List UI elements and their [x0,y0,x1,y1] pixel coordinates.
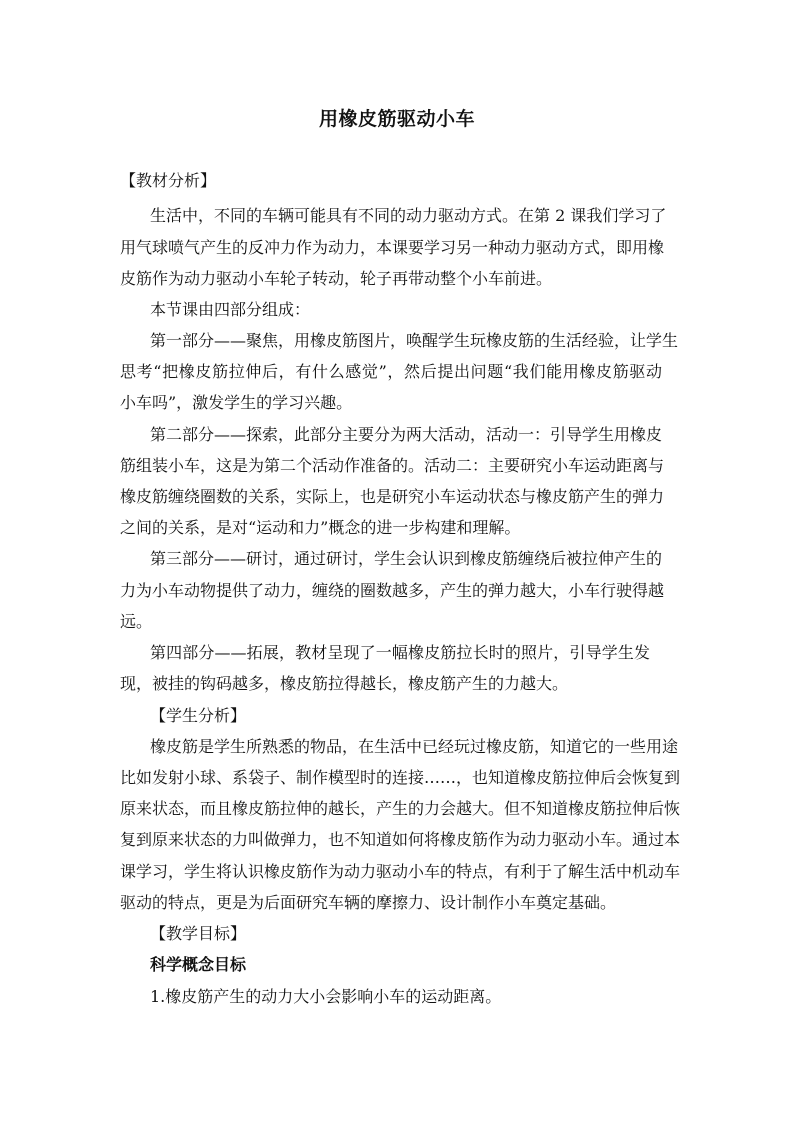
paragraph-line: 原来状态，而且橡皮筋拉伸的越长，产生的力会越大。但不知道橡皮筋拉伸后恢 [120,799,681,818]
paragraph-line: 思考“把橡皮筋拉伸后，有什么感觉”，然后提出问题“我们能用橡皮筋驱动 [120,362,662,381]
paragraph-line: 比如发射小球、系袋子、制作模型时的连接……，也知道橡皮筋拉伸后会恢复到 [120,768,681,787]
paragraph-line: 第二部分——探索，此部分主要分为两大活动，活动一：引导学生用橡皮 [150,425,663,444]
section-heading-student-analysis: 【学生分析】 [150,706,247,725]
paragraph-line: 远。 [120,612,153,631]
subheading-science-concept-goals: 科学概念目标 [150,955,247,974]
paragraph-line: 课学习，学生将认识橡皮筋作为动力驱动小车的特点，有利于了解生活中机动车 [120,862,681,881]
section-heading-textbook-analysis: 【教材分析】 [120,171,217,190]
goal-item: 1.橡皮筋产生的动力大小会影响小车的运动距离。 [150,987,502,1006]
paragraph-line: 复到原来状态的力叫做弹力，也不知道如何将橡皮筋作为动力驱动小车。通过本 [120,830,681,849]
paragraph-line: 之间的关系，是对“运动和力”概念的进一步构建和理解。 [120,518,521,537]
paragraph-line: 橡皮筋是学生所熟悉的物品，在生活中已经玩过橡皮筋，知道它的一些用途 [150,737,679,756]
document-title: 用橡皮筋驱动小车 [318,108,475,130]
paragraph-line: 驱动的特点，更是为后面研究车辆的摩擦力、设计制作小车奠定基础。 [120,893,617,912]
paragraph-line: 第三部分——研讨，通过研讨，学生会认识到橡皮筋缠绕后被拉伸产生的 [150,549,663,568]
paragraph-line: 小车吗”，激发学生的学习兴趣。 [120,393,353,412]
paragraph-line: 筋组装小车，这是为第二个活动作准备的。活动二：主要研究小车运动距离与 [120,456,665,475]
paragraph-line: 本节课由四部分组成： [150,300,311,319]
paragraph-line: 皮筋作为动力驱动小车轮子转动，轮子再带动整个小车前进。 [120,269,553,288]
paragraph-line: 橡皮筋缠绕圈数的关系，实际上，也是研究小车运动状态与橡皮筋产生的弹力 [120,487,665,506]
paragraph-line: 力为小车动物提供了动力，缠绕的圈数越多，产生的弹力越大，小车行驶得越 [120,581,665,600]
section-heading-teaching-goals: 【教学目标】 [150,924,247,943]
paragraph-line: 第一部分——聚焦，用橡皮筋图片，唤醒学生玩橡皮筋的生活经验，让学生 [150,331,679,350]
paragraph-line: 生活中，不同的车辆可能具有不同的动力驱动方式。在第 2 课我们学习了 [150,206,667,225]
paragraph-line: 第四部分——拓展，教材呈现了一幅橡皮筋拉长时的照片，引导学生发 [150,643,650,662]
paragraph-line: 用气球喷气产生的反冲力作为动力，本课要学习另一种动力驱动方式，即用橡 [120,238,665,257]
paragraph-line: 现，被挂的钩码越多，橡皮筋拉得越长，橡皮筋产生的力越大。 [120,674,569,693]
